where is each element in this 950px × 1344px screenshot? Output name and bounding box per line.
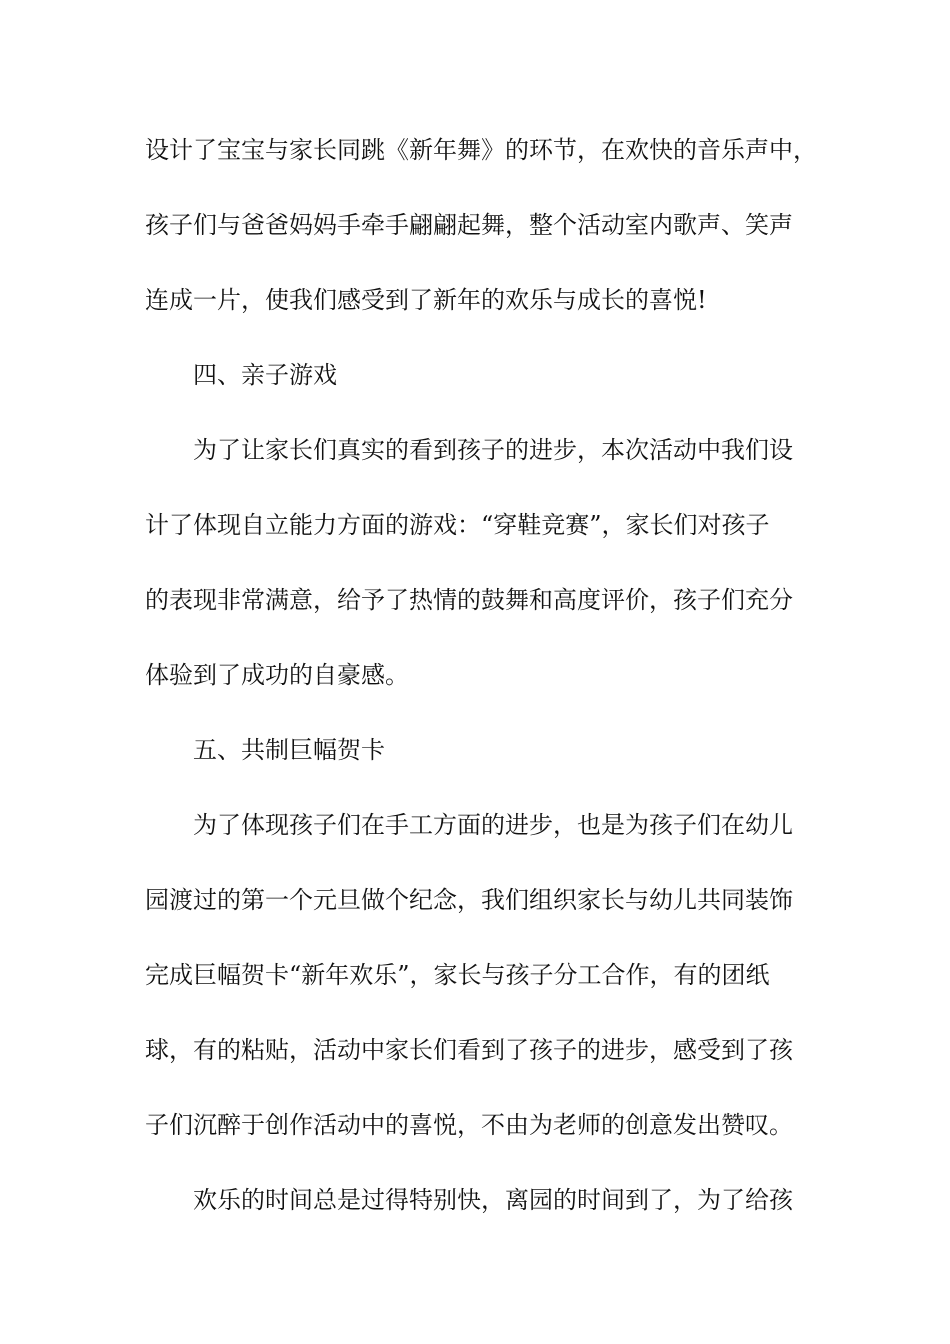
body-text-line: 为了体现孩子们在手工方面的进步，也是为孩子们在幼儿 [193, 811, 793, 839]
body-text-line: 连成一片，使我们感受到了新年的欢乐与成长的喜悦! [145, 286, 707, 314]
body-text-line: 计了体现自立能力方面的游戏：“穿鞋竞赛”，家长们对孩子 [145, 511, 770, 539]
body-text-line: 子们沉醉于创作活动中的喜悦，不由为老师的创意发出赞叹。 [145, 1111, 793, 1139]
body-text-line: 球，有的粘贴，活动中家长们看到了孩子的进步，感受到了孩 [145, 1036, 793, 1064]
body-text-line: 体验到了成功的自豪感。 [145, 661, 409, 689]
body-text-line: 设计了宝宝与家长同跳《新年舞》的环节，在欢快的音乐声中， [145, 136, 817, 164]
body-text-line: 园渡过的第一个元旦做个纪念，我们组织家长与幼儿共同装饰 [145, 886, 793, 914]
body-text-line: 孩子们与爸爸妈妈手牵手翩翩起舞，整个活动室内歌声、笑声 [145, 211, 793, 239]
body-text-line: 完成巨幅贺卡“新年欢乐”，家长与孩子分工合作，有的团纸 [145, 961, 770, 989]
body-text-line: 为了让家长们真实的看到孩子的进步，本次活动中我们设 [193, 436, 793, 464]
section-heading: 四、亲子游戏 [193, 361, 337, 389]
section-heading: 五、共制巨幅贺卡 [193, 736, 385, 764]
body-text-line: 的表现非常满意，给予了热情的鼓舞和高度评价，孩子们充分 [145, 586, 793, 614]
body-text-line: 欢乐的时间总是过得特别快，离园的时间到了，为了给孩 [193, 1186, 793, 1214]
